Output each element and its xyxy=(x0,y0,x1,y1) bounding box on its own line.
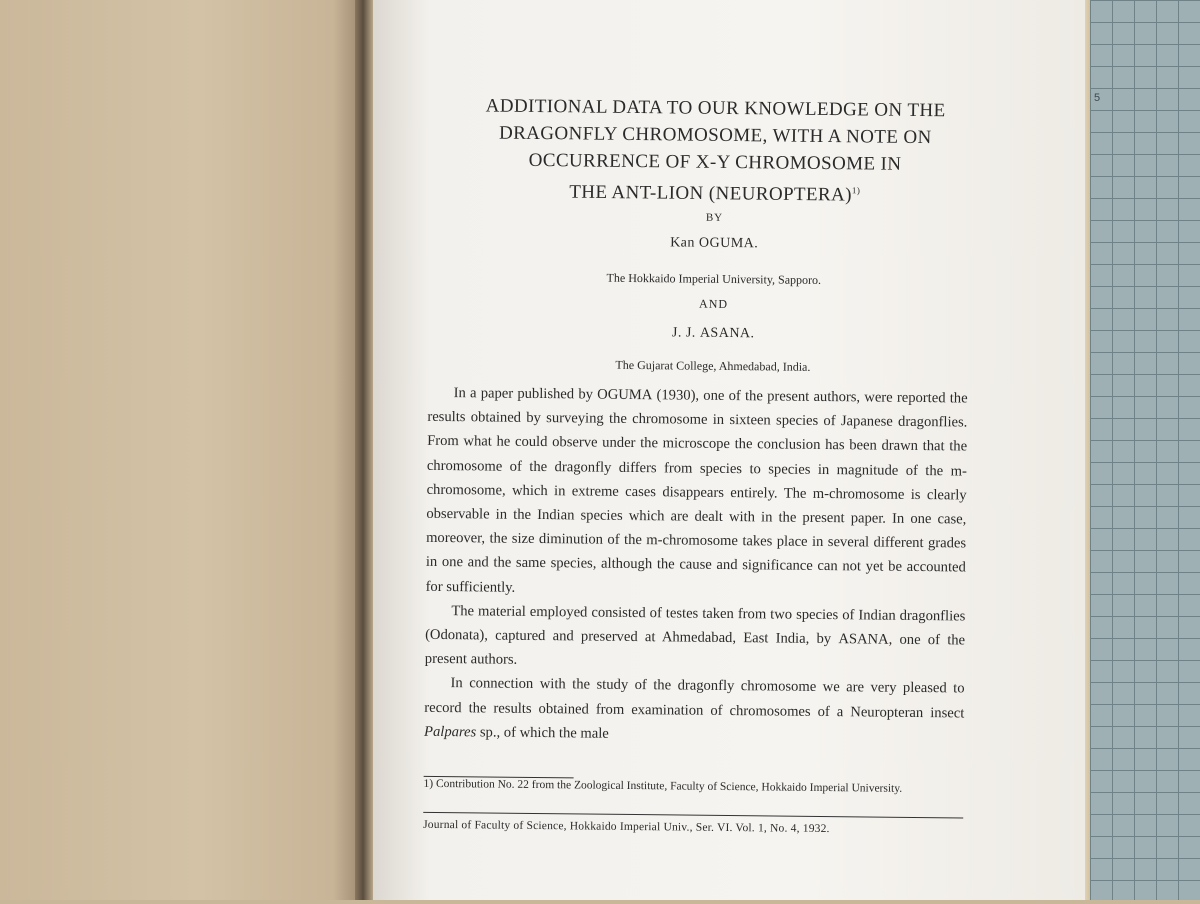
byline-and: AND xyxy=(699,296,729,311)
left-blank-page xyxy=(0,0,362,900)
journal-citation: Journal of Faculty of Science, Hokkaido Imperial Univ., Ser. VI. Vol. 1, No. 4, 1932. xyxy=(423,818,830,836)
title-line-4 xyxy=(415,173,1015,211)
author-1: Kan OGUMA. xyxy=(670,235,759,252)
author-2-last: ASANA xyxy=(699,325,751,342)
footnote: 1) Contribution No. 22 from the Zoological Institute, Faculty of Science, Hokkaido Imperial University. xyxy=(423,777,903,795)
p2-text-b: , one of the present authors. xyxy=(424,631,966,669)
p3-text-b: sp., of which the male xyxy=(476,724,609,742)
paragraph-3 xyxy=(424,671,965,749)
author-2-affiliation: The Gujarat College, Ahmedabad, India. xyxy=(615,357,811,374)
body-text xyxy=(424,381,968,750)
p1-text-a: In a paper published by xyxy=(453,385,598,403)
p3-text-a: In connection with the study of the dragonfly chromosome we are very pleased to record the results obtained from examination of chromosomes of a Neuropteran insect xyxy=(424,675,965,722)
author-2: J. J. ASANA. xyxy=(671,325,755,342)
title-line-3: OCCURRENCE OF X-Y CHROMOSOME IN xyxy=(528,149,902,175)
page-content xyxy=(367,0,1088,904)
p2-text-a: The material employed consisted of testes taken from two species of Indian dragonflies (Odonata), captured and preserved at Ahmedabad, East India, by xyxy=(425,602,966,648)
cutting-mat-grid xyxy=(1090,0,1200,900)
title-line-1: ADDITIONAL DATA TO OUR KNOWLEDGE ON THE xyxy=(485,95,946,122)
journal-rule xyxy=(423,812,963,819)
author-1-last: OGUMA xyxy=(698,235,755,252)
author-2-first: J. J. xyxy=(671,325,696,341)
byline-by: BY xyxy=(705,211,724,224)
title-line-2: DRAGONFLY CHROMOSOME, WITH A NOTE ON xyxy=(498,122,932,149)
p3-genus: Palpares xyxy=(424,723,477,741)
p1-author-name: OGUMA xyxy=(597,386,653,404)
paper-title xyxy=(415,92,1016,211)
author-1-affiliation: The Hokkaido Imperial University, Sapporo. xyxy=(606,270,822,287)
p1-text-b: (1930), one of the present authors, were reported the results obtained by surveying the chromosome in sixteen species of Japanese dragonflies. From what he could observe under the microscope the conclusion has been drawn that the chromosome of the dragonfly differs from species to species in magnitude of the m-chromosome, which in extreme cases disappears entirely. The m-chromosome is clearly observable in the Indian species which are dealt with in the present paper. In one case, moreover, the size diminution of the m-chromosome takes place in several different grades in one and the same species, although the cause and significance can not yet be accounted for sufficiently. xyxy=(425,387,968,596)
paragraph-2 xyxy=(425,599,966,677)
title-footnote-mark: 1) xyxy=(851,185,861,196)
paper-page xyxy=(373,0,1085,900)
author-1-first: Kan xyxy=(670,235,696,251)
paragraph-1 xyxy=(425,381,967,604)
p2-author-name: ASANA xyxy=(838,631,889,648)
mat-marker: 5 xyxy=(1094,92,1101,104)
title-line-4-text: THE ANT-LION (NEUROPTERA) xyxy=(569,181,853,206)
